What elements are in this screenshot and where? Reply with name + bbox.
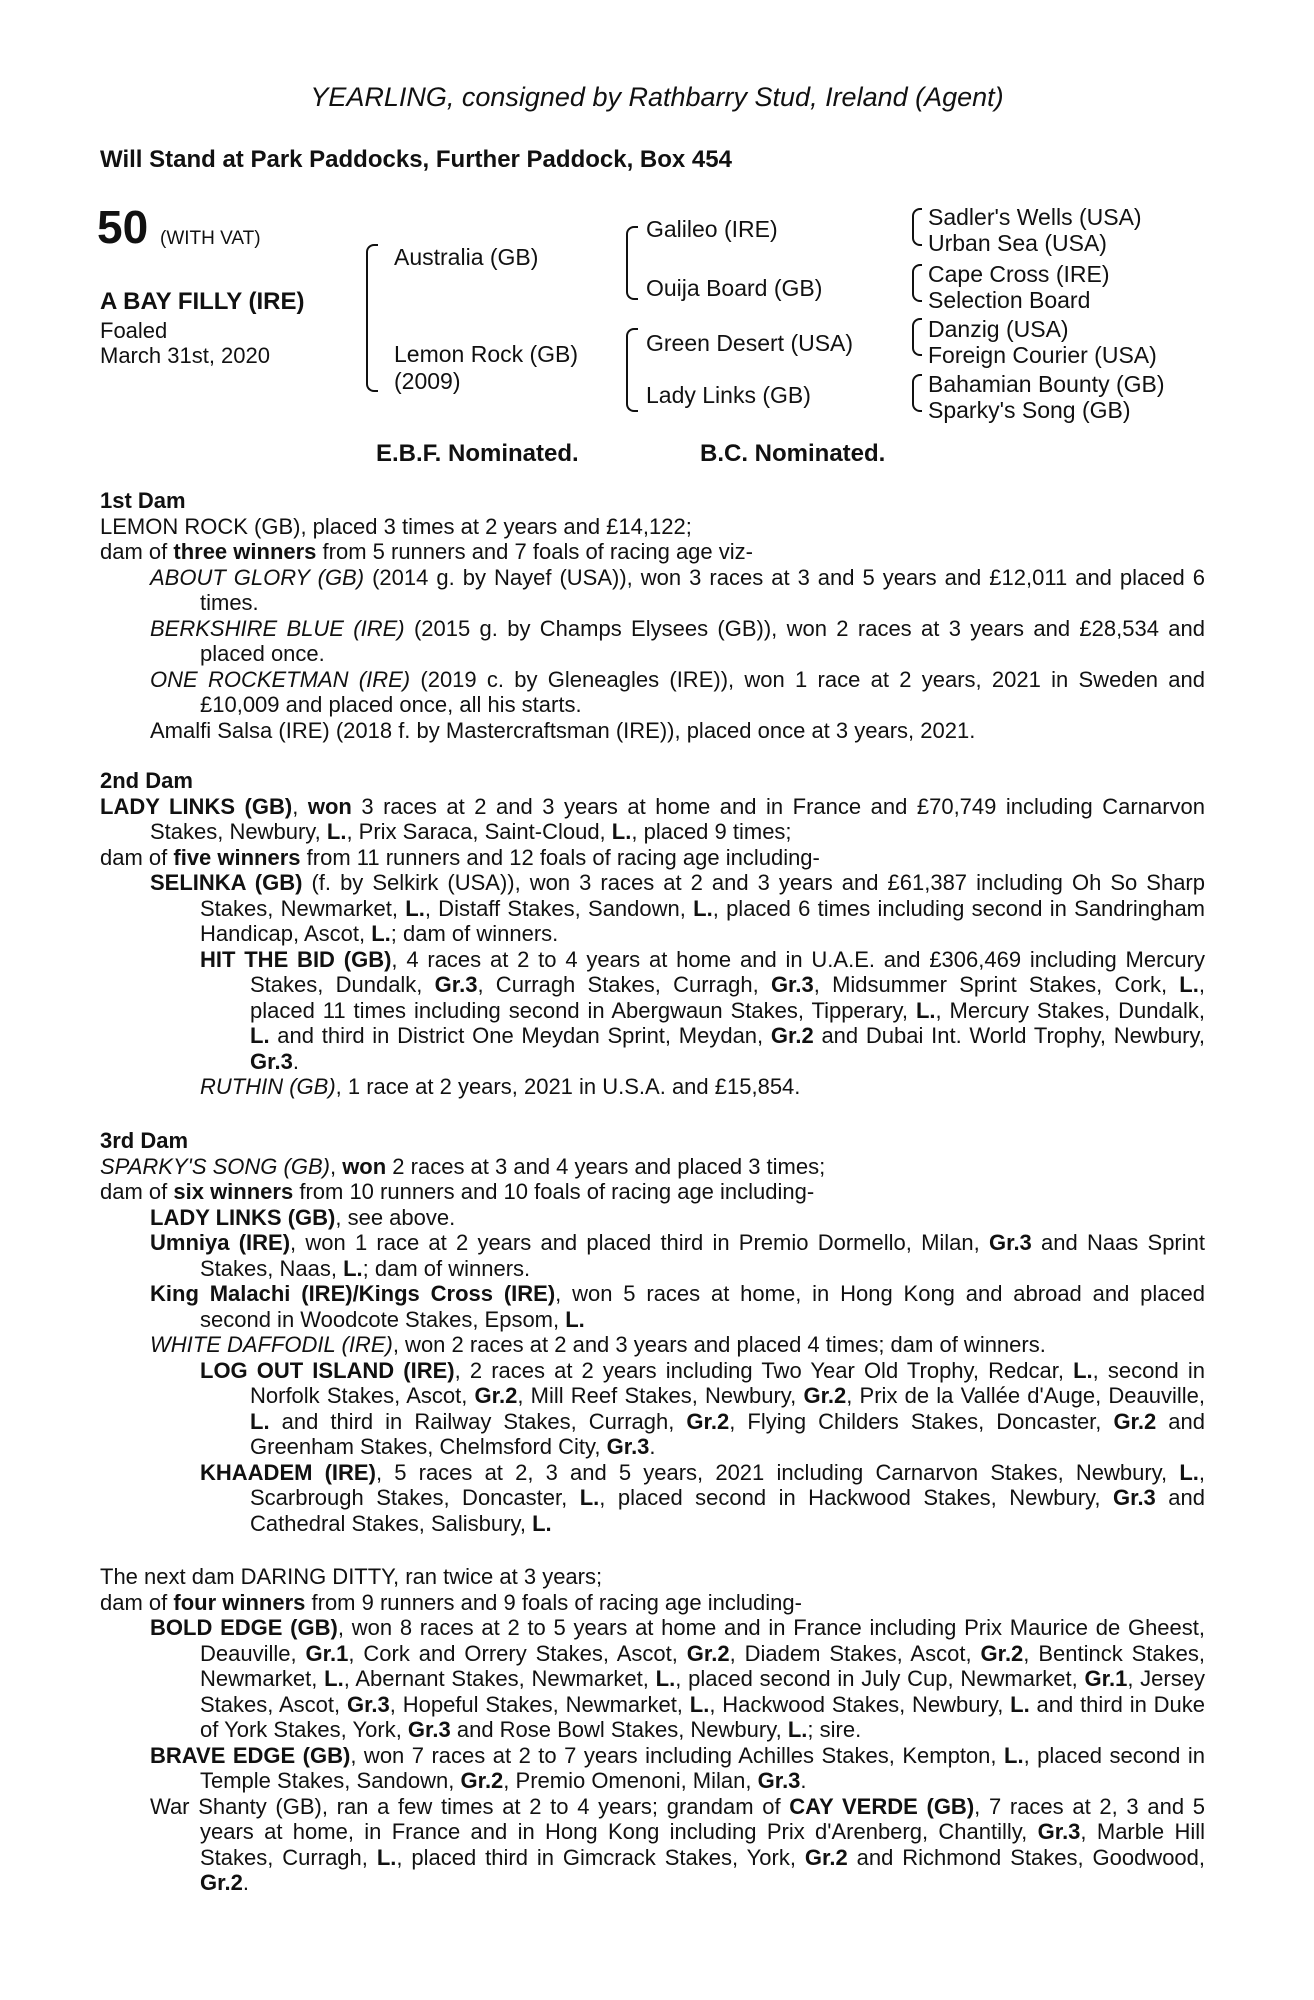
pedigree-brace-4 [912,208,922,246]
dam2-offspring: SELINKA (GB) (f. by Selkirk (USA)), won 3 races at 2 and 3 years and £61,387 including Oh So Sharp Stakes, Newmarket, L., Distaff Stakes, Sandown, L., placed 6 times including second in Sandringham Handicap, Ascot, L.; dam of winners. [150,870,1206,946]
pedigree-brace-1 [366,244,378,392]
pedigree-brace-2 [626,226,638,300]
dam4-offspring: BRAVE EDGE (GB), won 7 races at 2 to 7 years including Achilles Stakes, Kempton, L., placed second in Temple Stakes, Sandown, Gr.2, Premio Omenoni, Milan, Gr.3. [150,1742,1206,1793]
dam3-grand-offspring: LOG OUT ISLAND (IRE), 2 races at 2 years including Two Year Old Trophy, Redcar, L., second in Norfolk Stakes, Ascot, Gr.2, Mill Reef Stakes, Newbury, Gr.2, Prix de la Vallée d'Auge, Deauville, L. and third in Railway Stakes, Curragh, Gr.2, Flying Childers Stakes, Doncaster, Gr.2 and Greenham Stakes, Chelmsford City, Gr.3. [200,1357,1206,1459]
dam1-offspring: Amalfi Salsa (IRE) (2018 f. by Mastercraftsman (IRE)), placed once at 3 years, 2021. [150,717,976,743]
ebf-nominated: E.B.F. Nominated. [376,440,579,467]
page-title: YEARLING, consigned by Rathbarry Stud, Ireland (Agent) [310,82,1004,112]
dam3-offspring: LADY LINKS (GB), see above. [150,1204,456,1230]
pedigree-sire-sire: Galileo (IRE) [646,216,778,242]
pedigree-g8: Sparky's Song (GB) [928,397,1131,423]
pedigree-brace-6 [912,318,922,356]
dam4-offspring: BOLD EDGE (GB), won 8 races at 2 to 5 years at home and in France including Prix Maurice de Gheest, Deauville, Gr.1, Cork and Orrery Stakes, Ascot, Gr.2, Diadem Stakes, Ascot, Gr.2, Bentinck Stakes, Newmarket, L., Abernant Stakes, Newmarket, L., placed second in July Cup, Newmarket, Gr.1, Jersey Stakes, Ascot, Gr.3, Hopeful Stakes, Newmarket, L., Hackwood Stakes, Newbury, L. and third in Duke of York Stakes, York, Gr.3 and Rose Bowl Stakes, Newbury, L.; sire. [150,1615,1206,1742]
dam4-offspring: War Shanty (GB), ran a few times at 2 to 4 years; grandam of CAY VERDE (GB), 7 races at 2, 3 and 5 years at home, in France and in Hong Kong including Prix d'Arenberg, Chantilly, Gr.3, Marble Hill Stakes, Curragh, L., placed third in Gimcrack Stakes, York, Gr.2 and Richmond Stakes, Goodwood, Gr.2. [150,1793,1206,1895]
lot-number: 50 [97,201,149,253]
dam3-offspring: King Malachi (IRE)/Kings Cross (IRE), won 5 races at home, in Hong Kong and abroad and placed second in Woodcote Stakes, Epsom, L. [150,1281,1205,1332]
foaled-date: March 31st, 2020 [100,343,270,368]
pedigree-g1: Sadler's Wells (USA) [928,204,1142,230]
pedigree-sire-dam: Ouija Board (GB) [646,275,823,301]
pedigree-g2: Urban Sea (USA) [928,230,1107,256]
dam3-grand-offspring: KHAADEM (IRE), 5 races at 2, 3 and 5 years, 2021 including Carnarvon Stakes, Newbury, L., Scarbrough Stakes, Doncaster, L., placed second in Hackwood Stakes, Newbury, Gr.3 and Cathedral Stakes, Salisbury, L. [200,1459,1205,1536]
pedigree-sire: Australia (GB) [394,244,539,270]
pedigree-brace-7 [912,374,922,412]
dam2-line: LADY LINKS (GB), won 3 races at 2 and 3 years at home and in France and £70,749 including Carnarvon Stakes, Newbury, L., Prix Saraca, Saint-Cloud, L., placed 9 times; [100,793,1205,844]
dam1-offspring: ABOUT GLORY (GB) (2014 g. by Nayef (USA)), won 3 races at 3 and 5 years and £12,011 and placed 6 times. [150,564,1205,615]
dam1-offspring: BERKSHIRE BLUE (IRE) (2015 g. by Champs Elysees (GB)), won 2 races at 3 years and £28,534 and placed once. [150,615,1205,666]
dam3-produce-line: dam of six winners from 10 runners and 10 foals of racing age including- [100,1179,815,1204]
section-next-dam [100,1564,1205,1896]
pedigree-g7: Bahamian Bounty (GB) [928,371,1165,397]
dam3-offspring: WHITE DAFFODIL (IRE), won 2 races at 2 and 3 years and placed 4 times; dam of winners. [150,1332,1046,1357]
pedigree-brace-5 [912,264,922,302]
pedigree-dam-sire: Green Desert (USA) [646,330,854,356]
pedigree-brace-3 [626,328,638,412]
dam4-line: The next dam DARING DITTY, ran twice at 3 years; [100,1564,603,1589]
dam4-produce-line: dam of four winners from 9 runners and 9 foals of racing age including- [100,1589,802,1615]
dam2-grand-offspring: RUTHIN (GB), 1 race at 2 years, 2021 in U.S.A. and £15,854. [200,1074,801,1099]
pedigree-g4: Selection Board [928,287,1091,313]
pedigree-dam-year: (2009) [394,368,461,394]
heading-2nd-dam: 2nd Dam [100,768,193,793]
dam3-offspring: Umniya (IRE), won 1 race at 2 years and placed third in Premio Dormello, Milan, Gr.3 and Naas Sprint Stakes, Naas, L.; dam of winners. [150,1230,1205,1281]
pedigree-dam-dam: Lady Links (GB) [646,382,811,408]
horse-name: A BAY FILLY (IRE) [100,288,305,315]
dam1-produce-line: dam of three winners from 5 runners and 7 foals of racing age viz- [100,539,753,564]
dam1-line: LEMON ROCK (GB), placed 3 times at 2 years and £14,122; [100,513,692,539]
vat-label: (WITH VAT) [160,228,261,249]
heading-3rd-dam: 3rd Dam [100,1128,189,1153]
section-3rd-dam [100,1128,1205,1536]
dam3-line: SPARKY'S SONG (GB), won 2 races at 3 and 4 years and placed 3 times; [100,1153,826,1179]
bc-nominated: B.C. Nominated. [700,440,886,467]
dam1-offspring: ONE ROCKETMAN (IRE) (2019 c. by Gleneagles (IRE)), won 1 race at 2 years, 2021 in Sweden and £10,009 and placed once, all his starts. [150,666,1205,717]
pedigree-dam: Lemon Rock (GB) [394,341,579,367]
stand-location: Will Stand at Park Paddocks, Further Paddock, Box 454 [100,146,732,173]
pedigree-g6: Foreign Courier (USA) [928,342,1157,368]
section-2nd-dam [100,768,1205,1100]
section-1st-dam [100,488,1205,743]
dam2-produce-line: dam of five winners from 11 runners and 12 foals of racing age including- [100,844,820,870]
pedigree-g5: Danzig (USA) [928,316,1069,342]
heading-1st-dam: 1st Dam [100,488,186,513]
pedigree-g3: Cape Cross (IRE) [928,261,1110,287]
dam2-grand-offspring: HIT THE BID (GB), 4 races at 2 to 4 years at home and in U.A.E. and £306,469 including Mercury Stakes, Dundalk, Gr.3, Curragh Stakes, Curragh, Gr.3, Midsummer Sprint Stakes, Cork, L., placed 11 times including second in Abergwaun Stakes, Tipperary, L., Mercury Stakes, Dundalk, L. and third in District One Meydan Sprint, Meydan, Gr.2 and Dubai Int. World Trophy, Newbury, Gr.3. [200,946,1205,1074]
foaled-label: Foaled [100,318,168,343]
